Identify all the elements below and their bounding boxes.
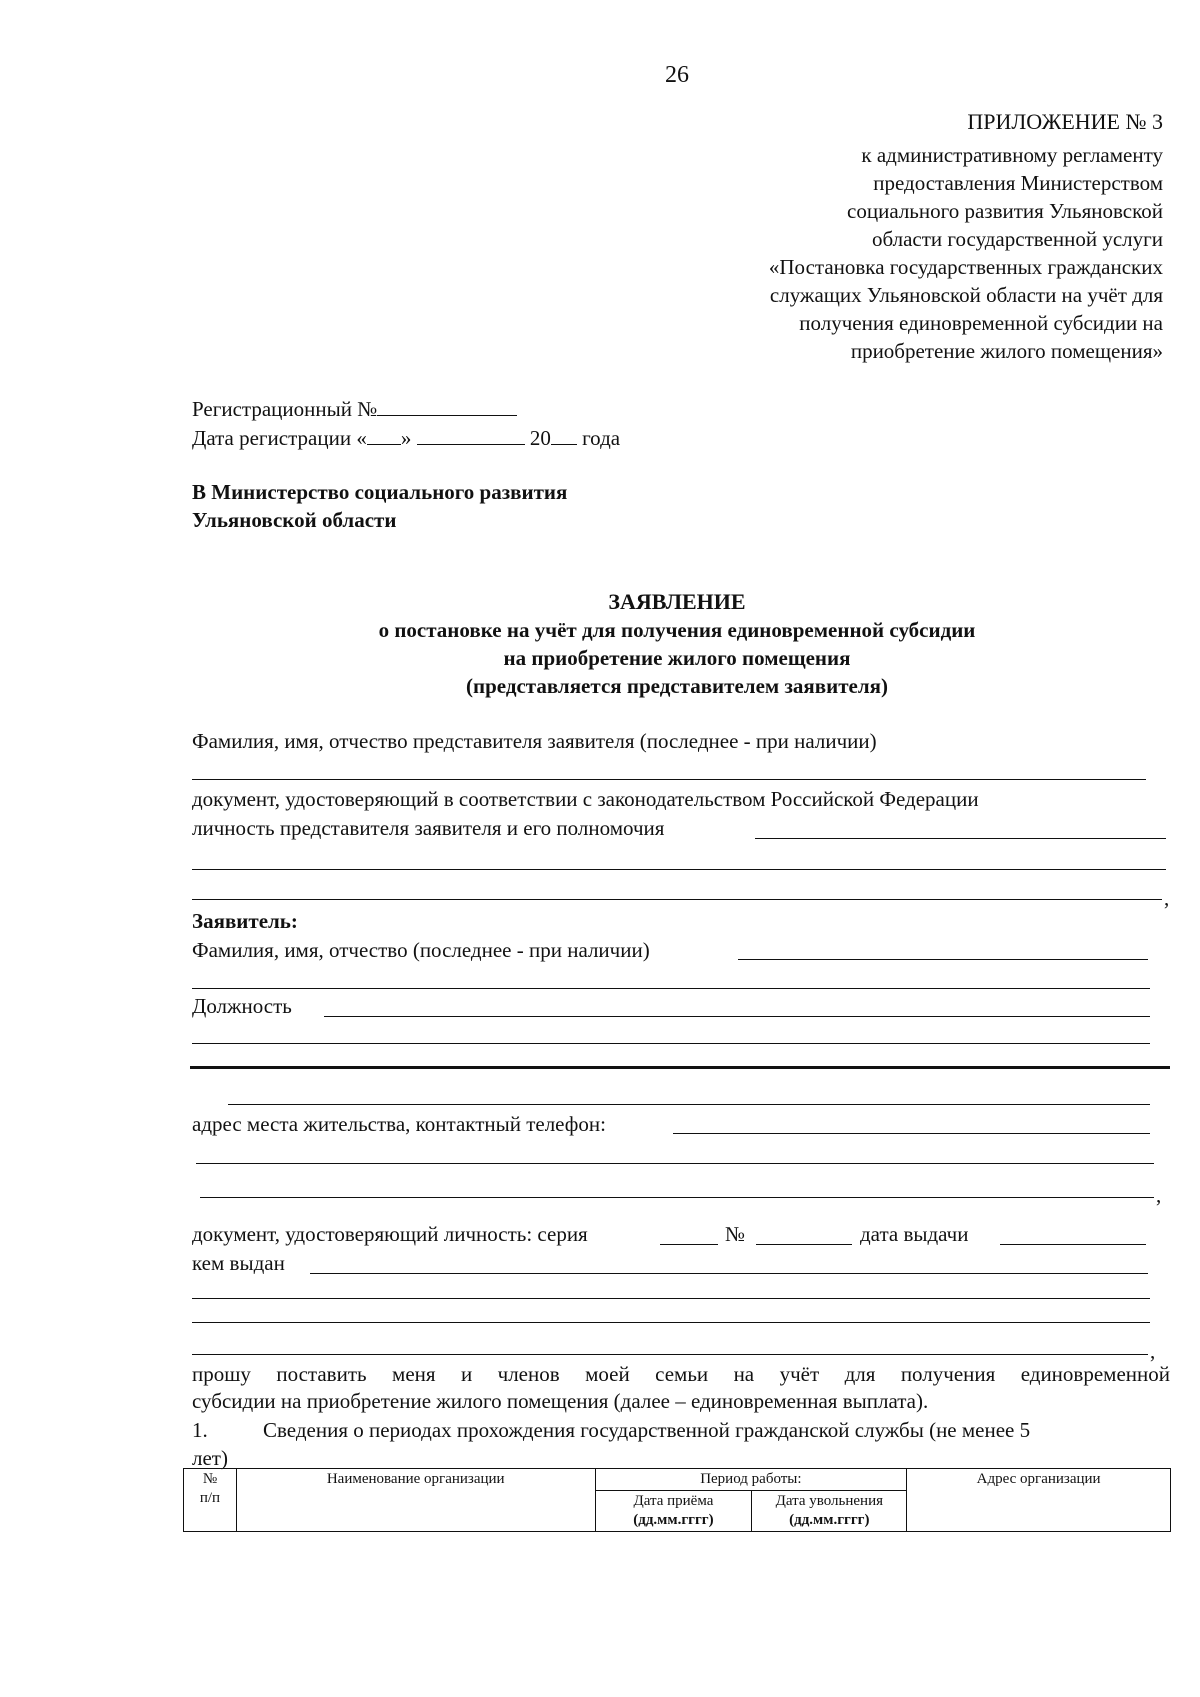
id-doc-number-field[interactable] [756, 1244, 852, 1245]
appendix-line: социального развития Ульяновской [847, 198, 1163, 223]
table-header-org: Наименование организации [236, 1469, 595, 1532]
applicant-name-field-2[interactable] [192, 988, 1150, 989]
appendix-title: ПРИЛОЖЕНИЕ № 3 [967, 109, 1163, 134]
id-doc-series-label: документ, удостоверяющий личность: серия [192, 1222, 588, 1246]
registration-month-field[interactable] [417, 426, 525, 445]
applicant-heading: Заявитель: [192, 909, 298, 933]
representative-doc-field-2[interactable] [192, 869, 1166, 870]
applicant-address-field-3[interactable] [200, 1197, 1154, 1198]
table-header-start-label: Дата приёма [633, 1493, 714, 1509]
registration-date-row [192, 425, 620, 454]
table-header-start-format: (дд.мм.гггг) [633, 1512, 714, 1528]
applicant-address-field-1[interactable] [673, 1133, 1150, 1134]
applicant-name-field-1[interactable] [738, 959, 1148, 960]
representative-doc-label-2: личность представителя заявителя и его полномочия [192, 816, 665, 840]
id-doc-issued-by-field-4[interactable] [192, 1354, 1148, 1355]
id-doc-issued-by-field-3[interactable] [192, 1322, 1150, 1323]
table-header-address: Адрес организации [907, 1469, 1171, 1532]
registration-quote-close: » [400, 426, 412, 450]
representative-doc-field-1[interactable] [755, 838, 1166, 839]
registration-number-row [192, 396, 620, 425]
appendix-line: приобретение жилого помещения» [850, 338, 1163, 363]
registration-year-prefix: 20 [529, 426, 551, 450]
table-header-num: № [202, 1471, 218, 1487]
applicant-position-field-1[interactable] [324, 1016, 1150, 1017]
request-line-2: субсидии на приобретение жилого помещения (далее – единовременная выплата). [192, 1389, 929, 1414]
appendix-line: «Постановка государственных гражданских [768, 254, 1163, 279]
addressee-line-2: Ульяновской области [192, 508, 397, 532]
registration-block [192, 396, 620, 454]
comma: , [1156, 1183, 1162, 1207]
item-number: 1. [192, 1418, 208, 1442]
separator-line [190, 1066, 1170, 1069]
id-doc-series-field[interactable] [660, 1244, 718, 1245]
appendix-line: служащих Ульяновской области на учёт для [769, 282, 1163, 307]
addressee [192, 478, 567, 534]
representative-doc-label-1: документ, удостоверяющий в соответствии с законодательством Российской Федерации [192, 787, 979, 811]
comma: , [1150, 1339, 1156, 1363]
id-doc-issued-by-label: кем выдан [192, 1251, 285, 1275]
representative-doc-field-3[interactable] [192, 899, 1162, 900]
applicant-position-field-2[interactable] [192, 1043, 1150, 1044]
document-subtitle-1: о постановке на учёт для получения единовременной субсидии [378, 618, 976, 642]
appendix-header [603, 108, 1163, 365]
applicant-address-field-2[interactable] [196, 1163, 1154, 1164]
id-doc-issue-date-label: дата выдачи [860, 1222, 969, 1246]
applicant-position-label: Должность [192, 994, 292, 1018]
item-text: Сведения о периодах прохождения государственной гражданской службы (не менее 5 [263, 1418, 1031, 1442]
appendix-line: области государственной услуги [871, 226, 1163, 251]
request-line-1: прошу поставить меня и членов моей семьи на учёт для получения единовременной [192, 1362, 1170, 1386]
id-doc-issued-by-field-1[interactable] [310, 1273, 1148, 1274]
table-header-start [595, 1491, 752, 1532]
id-doc-issue-date-field[interactable] [1000, 1244, 1146, 1245]
applicant-name-label: Фамилия, имя, отчество (последнее - при наличии) [192, 938, 650, 962]
registration-date-label: Дата регистрации « [192, 426, 367, 450]
document-title: ЗАЯВЛЕНИЕ [608, 589, 746, 614]
applicant-extra-field[interactable] [228, 1104, 1150, 1105]
registration-year-field[interactable] [551, 426, 577, 445]
comma: , [1164, 886, 1170, 910]
item-text-cont: лет) [192, 1446, 228, 1470]
registration-year-suffix: года [582, 426, 621, 450]
table-header-period: Период работы: [595, 1469, 907, 1491]
addressee-line-1: В Министерство социального развития [192, 480, 568, 504]
appendix-line: предоставления Министерством [873, 170, 1163, 195]
registration-number-field[interactable] [377, 397, 517, 416]
representative-name-label: Фамилия, имя, отчество представителя заявителя (последнее - при наличии) [192, 729, 877, 753]
table-header-num-sub: п/п [199, 1490, 221, 1506]
table-header-end [752, 1491, 907, 1532]
document-heading [0, 588, 1200, 700]
applicant-address-label: адрес места жительства, контактный телефон: [192, 1112, 606, 1136]
appendix-line: к административному регламенту [861, 142, 1163, 167]
table-header-cell [184, 1469, 237, 1532]
representative-name-field[interactable] [192, 779, 1146, 780]
page-number: 26 [665, 62, 689, 88]
service-periods-table [183, 1468, 1171, 1532]
request-paragraph [192, 1361, 1170, 1416]
id-doc-issued-by-field-2[interactable] [192, 1298, 1150, 1299]
table-header-end-format: (дд.мм.гггг) [789, 1512, 870, 1528]
document-subtitle-2: на приобретение жилого помещения [503, 646, 851, 670]
registration-number-label: Регистрационный № [192, 397, 378, 421]
table-header-end-label: Дата увольнения [775, 1493, 884, 1509]
appendix-line: получения единовременной субсидии на [799, 310, 1163, 335]
document-subtitle-3: (представляется представителем заявителя) [466, 674, 888, 698]
table-header-row [184, 1469, 1171, 1491]
id-doc-number-label: № [725, 1222, 746, 1246]
registration-day-field[interactable] [367, 426, 401, 445]
